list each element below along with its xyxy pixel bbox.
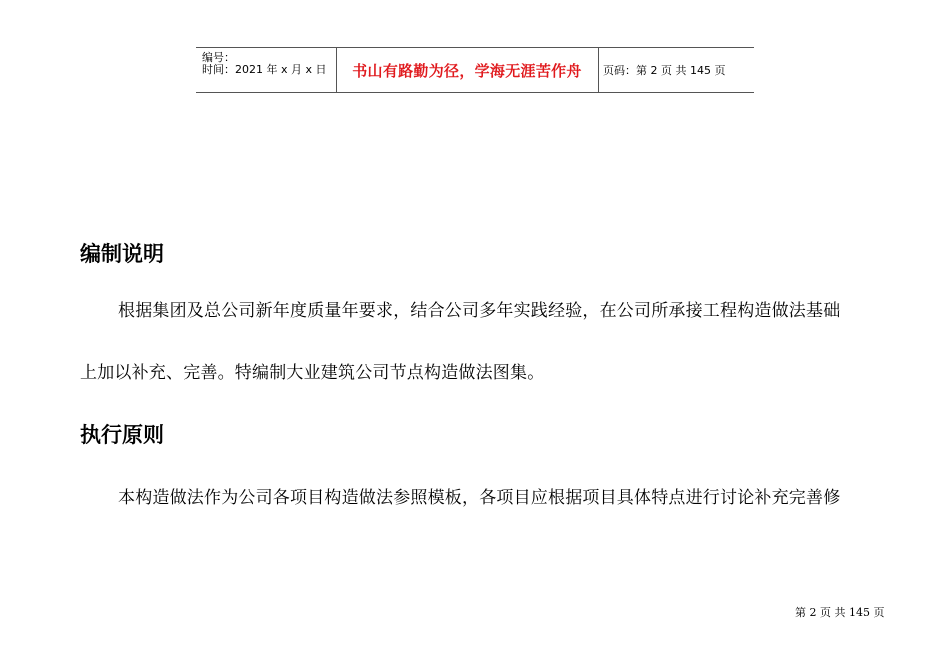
serial-number-label: 编号： — [202, 51, 235, 64]
date-label: 时间：2021 年 x 月 x 日 — [202, 63, 327, 76]
header-motto-cell — [336, 48, 599, 92]
section-title-execution-principles: 执行原则 — [80, 423, 164, 447]
header-meta-cell — [196, 48, 337, 92]
header-page-code: 页码：第 2 页 共 145 页 — [603, 63, 726, 77]
paragraph-line: 本构造做法作为公司各项目构造做法参照模板，各项目应根据项目具体特点进行讨论补充完善修 — [118, 488, 841, 508]
page-header — [196, 47, 754, 93]
paragraph-line: 上加以补充、完善。特编制大业建筑公司节点构造做法图集。 — [80, 363, 545, 383]
page-footer-number: 第 2 页 共 145 页 — [795, 606, 885, 619]
paragraph-line: 根据集团及总公司新年度质量年要求，结合公司多年实践经验，在公司所承接工程构造做法基础 — [118, 301, 841, 321]
section-title-compilation-notes: 编制说明 — [80, 242, 164, 266]
header-motto: 书山有路勤为径，学海无涯苦作舟 — [352, 61, 582, 80]
header-page-cell — [599, 48, 754, 92]
